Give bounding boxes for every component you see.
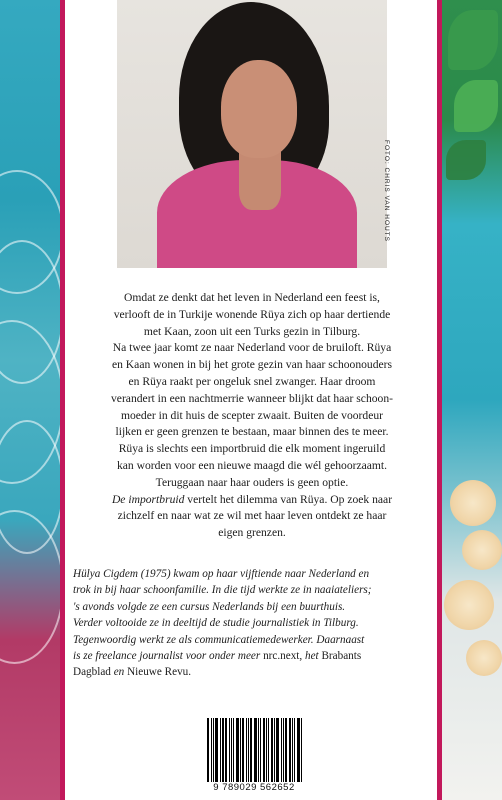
barcode-bar [285,718,287,782]
barcode-bar [292,718,293,782]
isbn-barcode [199,716,309,800]
barcode-bar [250,718,252,782]
bio-line [73,648,431,664]
bio-line: Tegenwoordig werkt ze als communicatiemedewerker. Daarnaast [73,633,365,646]
author-face [221,60,297,158]
blurb-line: zichzelf en naar wat ze wil met haar leven ontdekt ze haar [117,509,387,523]
blurb-line: Teruggaan naar haar ouders is geen optie. [155,475,349,489]
blurb-line: kan worden voor een nieuwe maagd die wél gehoorzaamt. [116,458,388,472]
barcode-bar [213,718,214,782]
barcode-bar [268,718,269,782]
barcode-bar [246,718,247,782]
blurb-line: Na twee jaar komt ze naar Nederland voor de bruiloft. Rüya [112,341,392,355]
blurb-line: moeder in dit huis de scepter zwaait. Buiten de voordeur [120,408,384,422]
bio-line: 's avonds volgde ze een cursus Nederlands bij een buurthuis. [73,600,346,613]
author-neck [239,150,281,210]
barcode-bar [236,718,239,782]
bio-line: trok in bij haar schoonfamilie. In die tijd werkte ze in naaiateliers; [73,584,372,597]
barcode-bar [289,718,291,782]
leaf-image [446,140,486,180]
blurb-line: lijken er geen grenzen te bestaan, maar binnen des te meer. [115,425,389,439]
bio-text: is ze freelance journalist voor onder meer [73,650,264,663]
barcode-bar [258,718,259,782]
blurb-line: en Kaan wonen in bij het grote gezin van haar schoonouders [111,358,393,372]
leaf-image [448,10,498,70]
left-cover-strip-veil [0,0,60,800]
barcode-bar [301,718,302,782]
barcode-bar [225,718,227,782]
barcode-bar [294,718,295,782]
blurb-line: verandert in een nachtmerrie wanneer blijkt dat haar schoon- [111,391,393,405]
barcode-bar [274,718,275,782]
barcode-bar [254,718,257,782]
blurb-line: Rüya is slechts een importbruid die elk moment ingeruild [118,442,386,456]
barcode-bar [297,718,300,782]
barcode-bar [211,718,212,782]
publication-name: Brabants [321,650,362,663]
rose-image [462,530,502,570]
barcode-bar [229,718,230,782]
barcode-bar [233,718,234,782]
barcode-bar [283,718,284,782]
rose-image [466,640,502,676]
barcode-bar [266,718,267,782]
author-photo [117,0,387,268]
isbn-number: 9 789029 562652 [213,782,295,793]
blurb-line: eigen grenzen. [218,526,286,540]
bio-text: . [188,666,192,679]
rose-image [444,580,494,630]
book-blurb [72,290,432,542]
barcode-bar [276,718,279,782]
photo-credit: FOTO: CHRIS VAN HOUTS [383,140,390,243]
bio-text: en [110,666,128,679]
barcode-bars [207,718,303,782]
rose-image [450,480,496,526]
blurb-line: verlooft de in Turkije wonende Rüya zich op haar dertiende [113,307,391,321]
publication-name: Nieuwe Revu [127,666,189,679]
barcode-bar [222,718,224,782]
blurb-line: met Kaan, zoon uit een Turks gezin in Tilburg. [143,324,361,338]
barcode-bar [248,718,249,782]
bio-text: , het [299,650,322,663]
leaf-image [454,80,498,132]
barcode-bar [281,718,282,782]
barcode-bar [260,718,261,782]
barcode-bar [220,718,221,782]
barcode-bar [240,718,241,782]
blurb-closing-line [72,492,432,509]
barcode-bar [215,718,218,782]
bio-line [73,664,431,680]
publication-name: Dagblad [73,666,111,679]
bio-line: Hülya Cigdem (1975) kwam op haar vijftiende naar Nederland en [73,568,370,580]
author-bio [73,566,431,681]
barcode-bar [271,718,273,782]
book-title: De importbruid [111,492,185,506]
barcode-bar [242,718,244,782]
barcode-bar [207,718,209,782]
barcode-bar [231,718,232,782]
bio-line: Verder voltooide ze in deeltijd de studie journalistiek in Tilburg. [73,617,359,630]
blurb-text: vertelt het dilemma van Rüya. Op zoek naar [184,492,393,506]
blurb-line: Omdat ze denkt dat het leven in Nederland een feest is, [124,291,380,304]
publication-name: nrc.next [263,650,300,663]
right-cover-strip-flowers [442,0,502,800]
barcode-bar [263,718,265,782]
blurb-line: en Rüya raakt per ongeluk snel zwanger. Haar droom [128,374,376,388]
